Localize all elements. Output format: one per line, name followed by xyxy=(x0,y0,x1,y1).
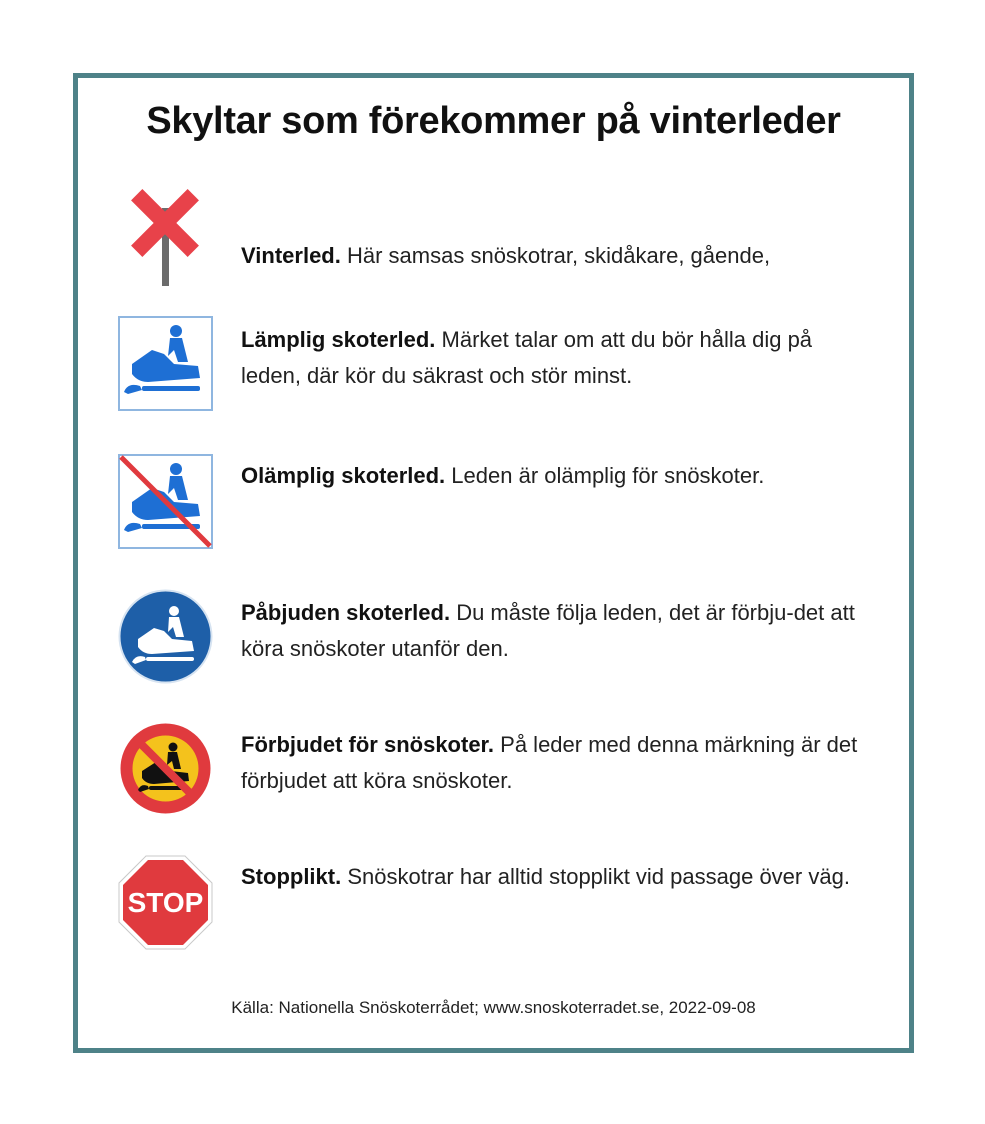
snowmobile-mandatory-icon xyxy=(118,589,213,684)
sign-heading: Påbjuden skoterled. xyxy=(241,600,451,625)
sign-row-pabjuden xyxy=(78,589,909,684)
sign-description xyxy=(241,322,871,394)
sign-row-forbjudet xyxy=(78,721,909,816)
sign-body: På leder med denna märkning är det förbjudet att köra snöskoter. xyxy=(241,732,858,793)
sign-row-vinterled xyxy=(78,188,909,288)
sign-body: Du måste följa leden, det är förbju-det att köra snöskoter utanför den. xyxy=(241,600,855,661)
sign-body: Märket talar om att du bör hålla dig på leden, där kör du säkrast och stör minst. xyxy=(241,327,813,388)
source-citation: Källa: Nationella Snöskoterrådet; www.snoskoterradet.se, 2022-09-08 xyxy=(231,998,756,1017)
sign-description xyxy=(241,458,871,494)
snowmobile-unsuitable-icon xyxy=(118,454,213,549)
sign-description xyxy=(241,238,871,274)
snowmobile-suitable-icon xyxy=(118,316,213,411)
sign-body: Leden är olämplig för snöskoter. xyxy=(451,463,765,488)
stop-sign-icon xyxy=(118,855,213,950)
sign-description xyxy=(241,859,871,895)
sign-heading: Olämplig skoterled. xyxy=(241,463,446,488)
sign-description xyxy=(241,727,871,799)
stop-sign-text: STOP xyxy=(127,887,204,918)
sign-row-lamplig xyxy=(78,316,909,411)
sign-row-stopplikt xyxy=(78,855,909,950)
sign-heading: Stopplikt. xyxy=(241,864,342,889)
winter-trail-cross-icon xyxy=(120,188,210,288)
sign-body: Snöskotrar har alltid stopplikt vid passage över väg. xyxy=(347,864,850,889)
signs-card xyxy=(73,73,914,1053)
sign-heading: Lämplig skoterled. xyxy=(241,327,436,352)
page-title: Skyltar som förekommer på vinterleder xyxy=(146,100,841,142)
sign-row-olamplig xyxy=(78,454,909,549)
sign-body: Här samsas snöskotrar, skidåkare, gående, xyxy=(346,243,771,268)
sign-heading: Förbjudet för snöskoter. xyxy=(241,732,495,757)
sign-heading: Vinterled. xyxy=(241,243,341,268)
snowmobile-prohibited-icon xyxy=(118,721,213,816)
sign-description xyxy=(241,595,871,667)
